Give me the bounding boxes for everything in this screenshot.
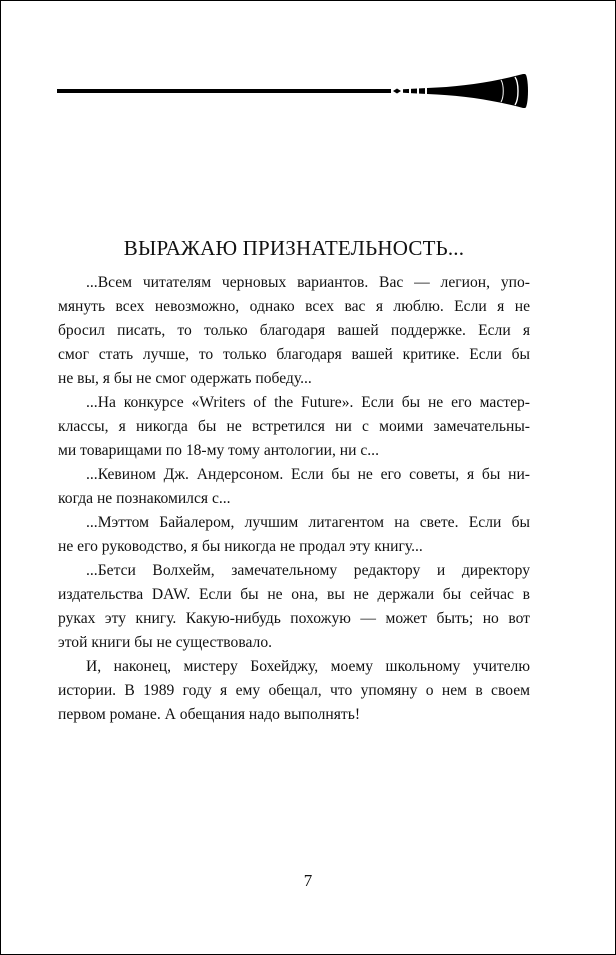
text-line: первом романе. А обещания надо выполнять! xyxy=(58,706,361,723)
paragraph xyxy=(58,463,530,511)
page-title: ВЫРАЖАЮ ПРИЗНАТЕЛЬНОСТЬ... xyxy=(123,236,465,260)
text-line: этой книги бы не существовало. xyxy=(58,634,273,651)
text-line: ...Мэттом Байалером, лучшим литагентом на свете. Если бы xyxy=(86,514,530,531)
text-line: не вы, я бы не смог одержать победу... xyxy=(58,370,312,387)
paragraph xyxy=(58,559,530,655)
page-number: 7 xyxy=(303,871,313,890)
text-line: ...Бетси Волхейм, замечательному редактору и директору xyxy=(86,562,530,579)
text-line: когда не познакомился с... xyxy=(58,490,231,507)
text-line: ...На конкурсе «Writers of the Future». Если бы не его мастер- xyxy=(86,394,530,411)
text-line: ...Всем читателям черновых вариантов. Вас — легион, упо- xyxy=(86,274,530,291)
text-line: смог стать лучше, то только благодаря вашей критике. Если бы xyxy=(58,346,530,363)
text-line: истории. В 1989 году я ему обещал, что упомяну о нем в своем xyxy=(58,682,530,699)
horn-rule-ornament-icon xyxy=(57,71,531,111)
text-line: ...Кевином Дж. Андерсоном. Если бы не его советы, я бы ни- xyxy=(86,466,530,483)
body-text xyxy=(58,271,530,727)
text-line: не его руководство, я бы никогда не продал эту книгу... xyxy=(58,538,423,555)
paragraph xyxy=(58,271,530,391)
text-line: бросил писать, то только благодаря вашей поддержке. Если я xyxy=(58,322,530,339)
paragraph xyxy=(58,655,530,727)
text-line: ми товарищами по 18-му тому антологии, ни с... xyxy=(58,442,379,459)
text-line: мянуть всех невозможно, однако всех вас я люблю. Если я не xyxy=(58,298,530,315)
text-line: издательства DAW. Если бы не она, вы не держали бы сейчас в xyxy=(58,586,530,603)
text-line: И, наконец, мистеру Бохейджу, моему школьному учителю xyxy=(86,658,530,675)
paragraph xyxy=(58,391,530,463)
text-line: руках эту книгу. Какую-нибудь похожую — может быть; но вот xyxy=(58,610,530,627)
text-line: классы, я никогда бы не встретился ни с моими замечательны- xyxy=(58,418,530,435)
paragraph xyxy=(58,511,530,559)
